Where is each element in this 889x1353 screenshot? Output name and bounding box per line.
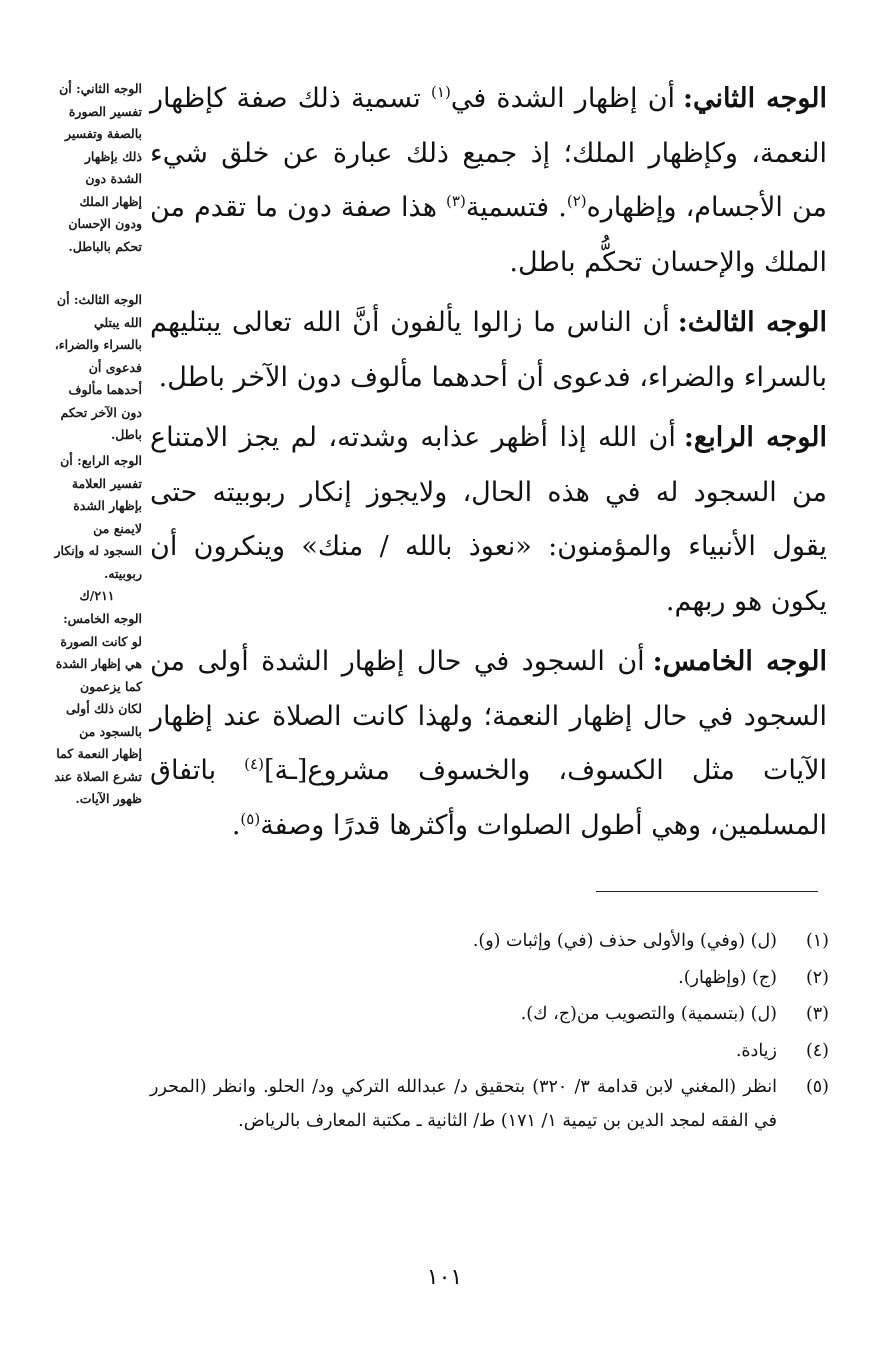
margin-note: [52, 608, 142, 811]
paragraph-fourth-aspect: [150, 411, 827, 629]
paragraph-fifth-aspect: [150, 635, 827, 853]
footnote-ref[interactable]: (٥): [240, 809, 261, 828]
paragraph-third-aspect: [150, 296, 827, 405]
paragraph-text: .: [231, 809, 241, 841]
footnote-separator: [596, 891, 818, 892]
manuscript-page-ref: ٢١١/ك: [79, 588, 115, 603]
footnote-number: (٣): [805, 1004, 829, 1024]
margin-note: [52, 78, 142, 258]
footnote-number: (١): [805, 931, 829, 951]
footnote-text: (ل) (وفي) والأولى حذف (في) وإثبات (و).: [472, 931, 777, 951]
paragraph-text: هذا صفة دون ما تقدم من الملك والإحسان تحكُّم باطل.: [150, 192, 827, 278]
margin-note-text: الوجه الثالث: أن الله يبتلي بالسراء والضراء، فدعوى أن أحدهما مألوف دون الآخر تحكم باطل.: [54, 292, 142, 442]
footnote-number: (٥): [805, 1077, 829, 1097]
footnote-ref[interactable]: (٣): [446, 192, 466, 210]
footnote-text: انظر (المغني لابن قدامة ٣/ ٣٢٠) بتحقيق د/ عبدالله التركي ود/ الحلو. وانظر (المحرر في الفقه لمجد الدين بن تيمية ١/ ١٧١) ط/ الثانية ـ مكتبة المعارف بالرياض.: [150, 1077, 777, 1131]
paragraph-heading: الوجه الثاني:: [683, 83, 827, 114]
footnote-ref[interactable]: (٢): [566, 192, 587, 210]
footnote: [150, 997, 829, 1031]
margin-note-text: الوجه الخامس: لو كانت الصورة هي إظهار الشدة كما يزعمون لكان ذلك أولى بالسجود من إظهار النعمة كما تشرع الصلاة عند ظهور الآيات.: [54, 611, 142, 806]
footnote-number: (٤): [805, 1040, 829, 1061]
footnote-text: (ل) (بتسمية) والتصويب من(ج، ك).: [520, 1004, 777, 1024]
paragraph-text: أن الناس ما زالوا يألفون أنَّ الله تعالى يبتليهم بالسراء والضراء، فدعوى أن أحدهما مألوف دون الآخر باطل.: [150, 307, 827, 393]
page-number: ١٠١: [426, 1265, 463, 1290]
margin-note: [52, 289, 142, 447]
paragraph-text: . فتسمية: [465, 192, 567, 223]
footnote-text: زيادة.: [735, 1040, 777, 1061]
footnote-ref[interactable]: (٤): [244, 755, 264, 773]
paragraph-text: أن السجود في حال إظهار الشدة أولى من السجود في حال إظهار النعمة؛ ولهذا كانت الصلاة عند إظهار الآيات مثل الكسوف، والخسوف مشروع[ـة]: [150, 646, 828, 786]
paragraph-second-aspect: [150, 72, 827, 290]
paragraph-heading: الوجه الخامس:: [652, 646, 827, 677]
footnote: [150, 961, 829, 995]
footnote: [150, 1034, 829, 1068]
margin-note: [52, 450, 142, 608]
margin-note-text: الوجه الثاني: أن تفسير الصورة بالصفة وتفسير ذلك بإظهار الشدة دون إظهار الملك ودون الإحسان تحكم بالباطل.: [59, 81, 142, 254]
footnote: [150, 924, 829, 958]
footnote-text: (ج) (وإظهار).: [678, 967, 777, 988]
paragraph-text: باتفاق المسلمين، وهي أطول الصلوات وأكثرها قدرًا وصفة: [150, 755, 827, 841]
paragraph-heading: الوجه الثالث:: [677, 307, 827, 338]
paragraph-text: أن إظهار الشدة في: [450, 83, 676, 114]
margin-note-text: الوجه الرابع: أن تفسير العلامة بإظهار الشدة لايمنع من السجود له وإنكار ربوبيته.: [54, 453, 142, 581]
footnote-ref[interactable]: (١): [431, 83, 451, 101]
footnote: [150, 1070, 829, 1138]
main-text: [150, 72, 827, 859]
footnotes: [150, 924, 829, 1141]
footnote-number: (٢): [805, 967, 829, 988]
paragraph-heading: الوجه الرابع:: [683, 422, 827, 453]
paragraph-text: تسمية ذلك صفة كإظهار النعمة، وكإظهار الملك؛ إذ جميع ذلك عبارة عن خلق شيء من الأجسام، وإظهاره: [150, 83, 827, 223]
paragraph-text: أن الله إذا أظهر عذابه وشدته، لم يجز الامتناع من السجود له في هذه الحال، ولايجوز إنكار ربوبيته حتى يقول الأنبياء والمؤمنون: «نعوذ بالله / منك» وينكرون أن يكون هو ربهم.: [150, 422, 827, 617]
